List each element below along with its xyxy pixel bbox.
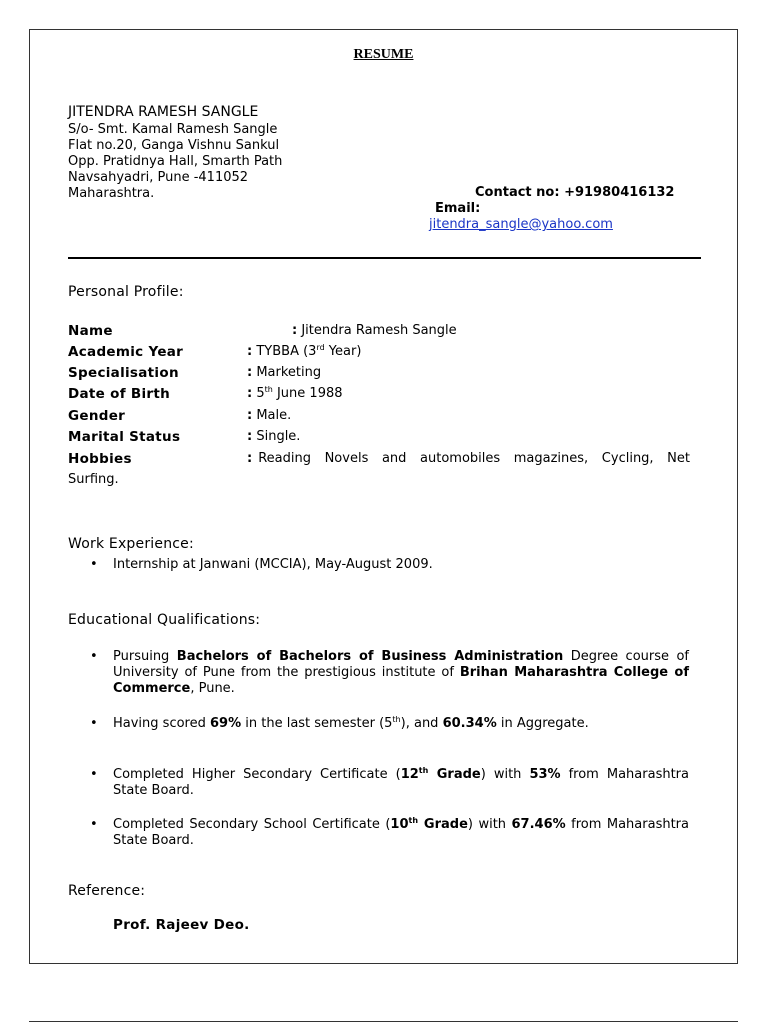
email-link[interactable]: jitendra_sangle@yahoo.com (429, 217, 613, 232)
profile-label-specialisation: Specialisation (68, 365, 179, 381)
colon: : (247, 386, 253, 401)
document-title: RESUME (353, 47, 414, 62)
colon: : (247, 365, 253, 380)
header-divider (68, 257, 701, 259)
education-item-ssc: Completed Secondary School Certificate (10th Grade) with 67.46% from Maharashtra State Board. (113, 816, 689, 848)
bullet: • (90, 557, 98, 572)
applicant-name: JITENDRA RAMESH SANGLE (68, 104, 259, 120)
colon: : (292, 323, 298, 338)
address-line: Navsahyadri, Pune -411052 (68, 170, 249, 185)
profile-label-marital-status: Marital Status (68, 429, 181, 445)
colon: : (247, 408, 253, 423)
colon: : (247, 344, 253, 359)
address-line: Flat no.20, Ganga Vishnu Sankul (68, 138, 280, 153)
reference-name: Prof. Rajeev Deo. (113, 917, 250, 933)
profile-label-hobbies: Hobbies (68, 451, 132, 467)
address-line: S/o- Smt. Kamal Ramesh Sangle (68, 122, 278, 137)
value-text: Marketing (256, 365, 322, 380)
value-text: 5th June 1988 (256, 385, 343, 401)
bullet: • (90, 649, 98, 664)
address-line: Opp. Pratidnya Hall, Smarth Path (68, 154, 283, 169)
profile-value-gender (247, 408, 291, 424)
value-text: Single. (256, 429, 301, 444)
contact-number: Contact no: +91980416132 (475, 185, 675, 200)
colon: : (247, 451, 253, 466)
profile-label-date-of-birth: Date of Birth (68, 386, 171, 402)
value-text: Jitendra Ramesh Sangle (301, 323, 457, 338)
colon: : (247, 429, 253, 444)
personal-profile-heading: Personal Profile: (68, 284, 184, 300)
reference-heading: Reference: (68, 883, 146, 899)
profile-value-academic-year (247, 344, 361, 360)
bullet: • (90, 767, 98, 782)
profile-label-name: Name (68, 323, 113, 339)
profile-value-hobbies (247, 451, 690, 467)
profile-value-date-of-birth (247, 386, 343, 402)
profile-value-specialisation (247, 365, 321, 381)
profile-label-gender: Gender (68, 408, 126, 424)
email-label: Email: (435, 201, 481, 216)
education-item-bba: Pursuing Bachelors of Bachelors of Business Administration Degree course of University of Pune from the prestigious institute of Brihan Maharashtra College of Commerce, Pune. (113, 649, 690, 696)
profile-value-name (292, 323, 457, 339)
address-line: Maharashtra. (68, 186, 155, 201)
bullet: • (90, 716, 98, 731)
education-heading: Educational Qualifications: (68, 612, 261, 628)
resume-page (29, 29, 738, 964)
profile-value-marital-status (247, 429, 300, 445)
profile-label-academic-year: Academic Year (68, 344, 184, 360)
work-item: Internship at Janwani (MCCIA), May-August 2009. (113, 557, 433, 572)
value-text: TYBBA (3rd Year) (256, 343, 362, 359)
profile-value-hobbies-continued: Surfing. (68, 472, 119, 487)
value-text: Reading Novels and automobiles magazines, Cycling, Net (258, 451, 690, 466)
bullet: • (90, 817, 98, 832)
education-item-hsc: Completed Higher Secondary Certificate (12th Grade) with 53% from Maharashtra State Board. (113, 766, 689, 798)
value-text: Male. (256, 408, 292, 423)
education-item-score: Having scored 69% in the last semester (5th), and 60.34% in Aggregate. (113, 715, 589, 731)
page-bottom-divider (29, 1021, 738, 1022)
work-experience-heading: Work Experience: (68, 536, 194, 552)
